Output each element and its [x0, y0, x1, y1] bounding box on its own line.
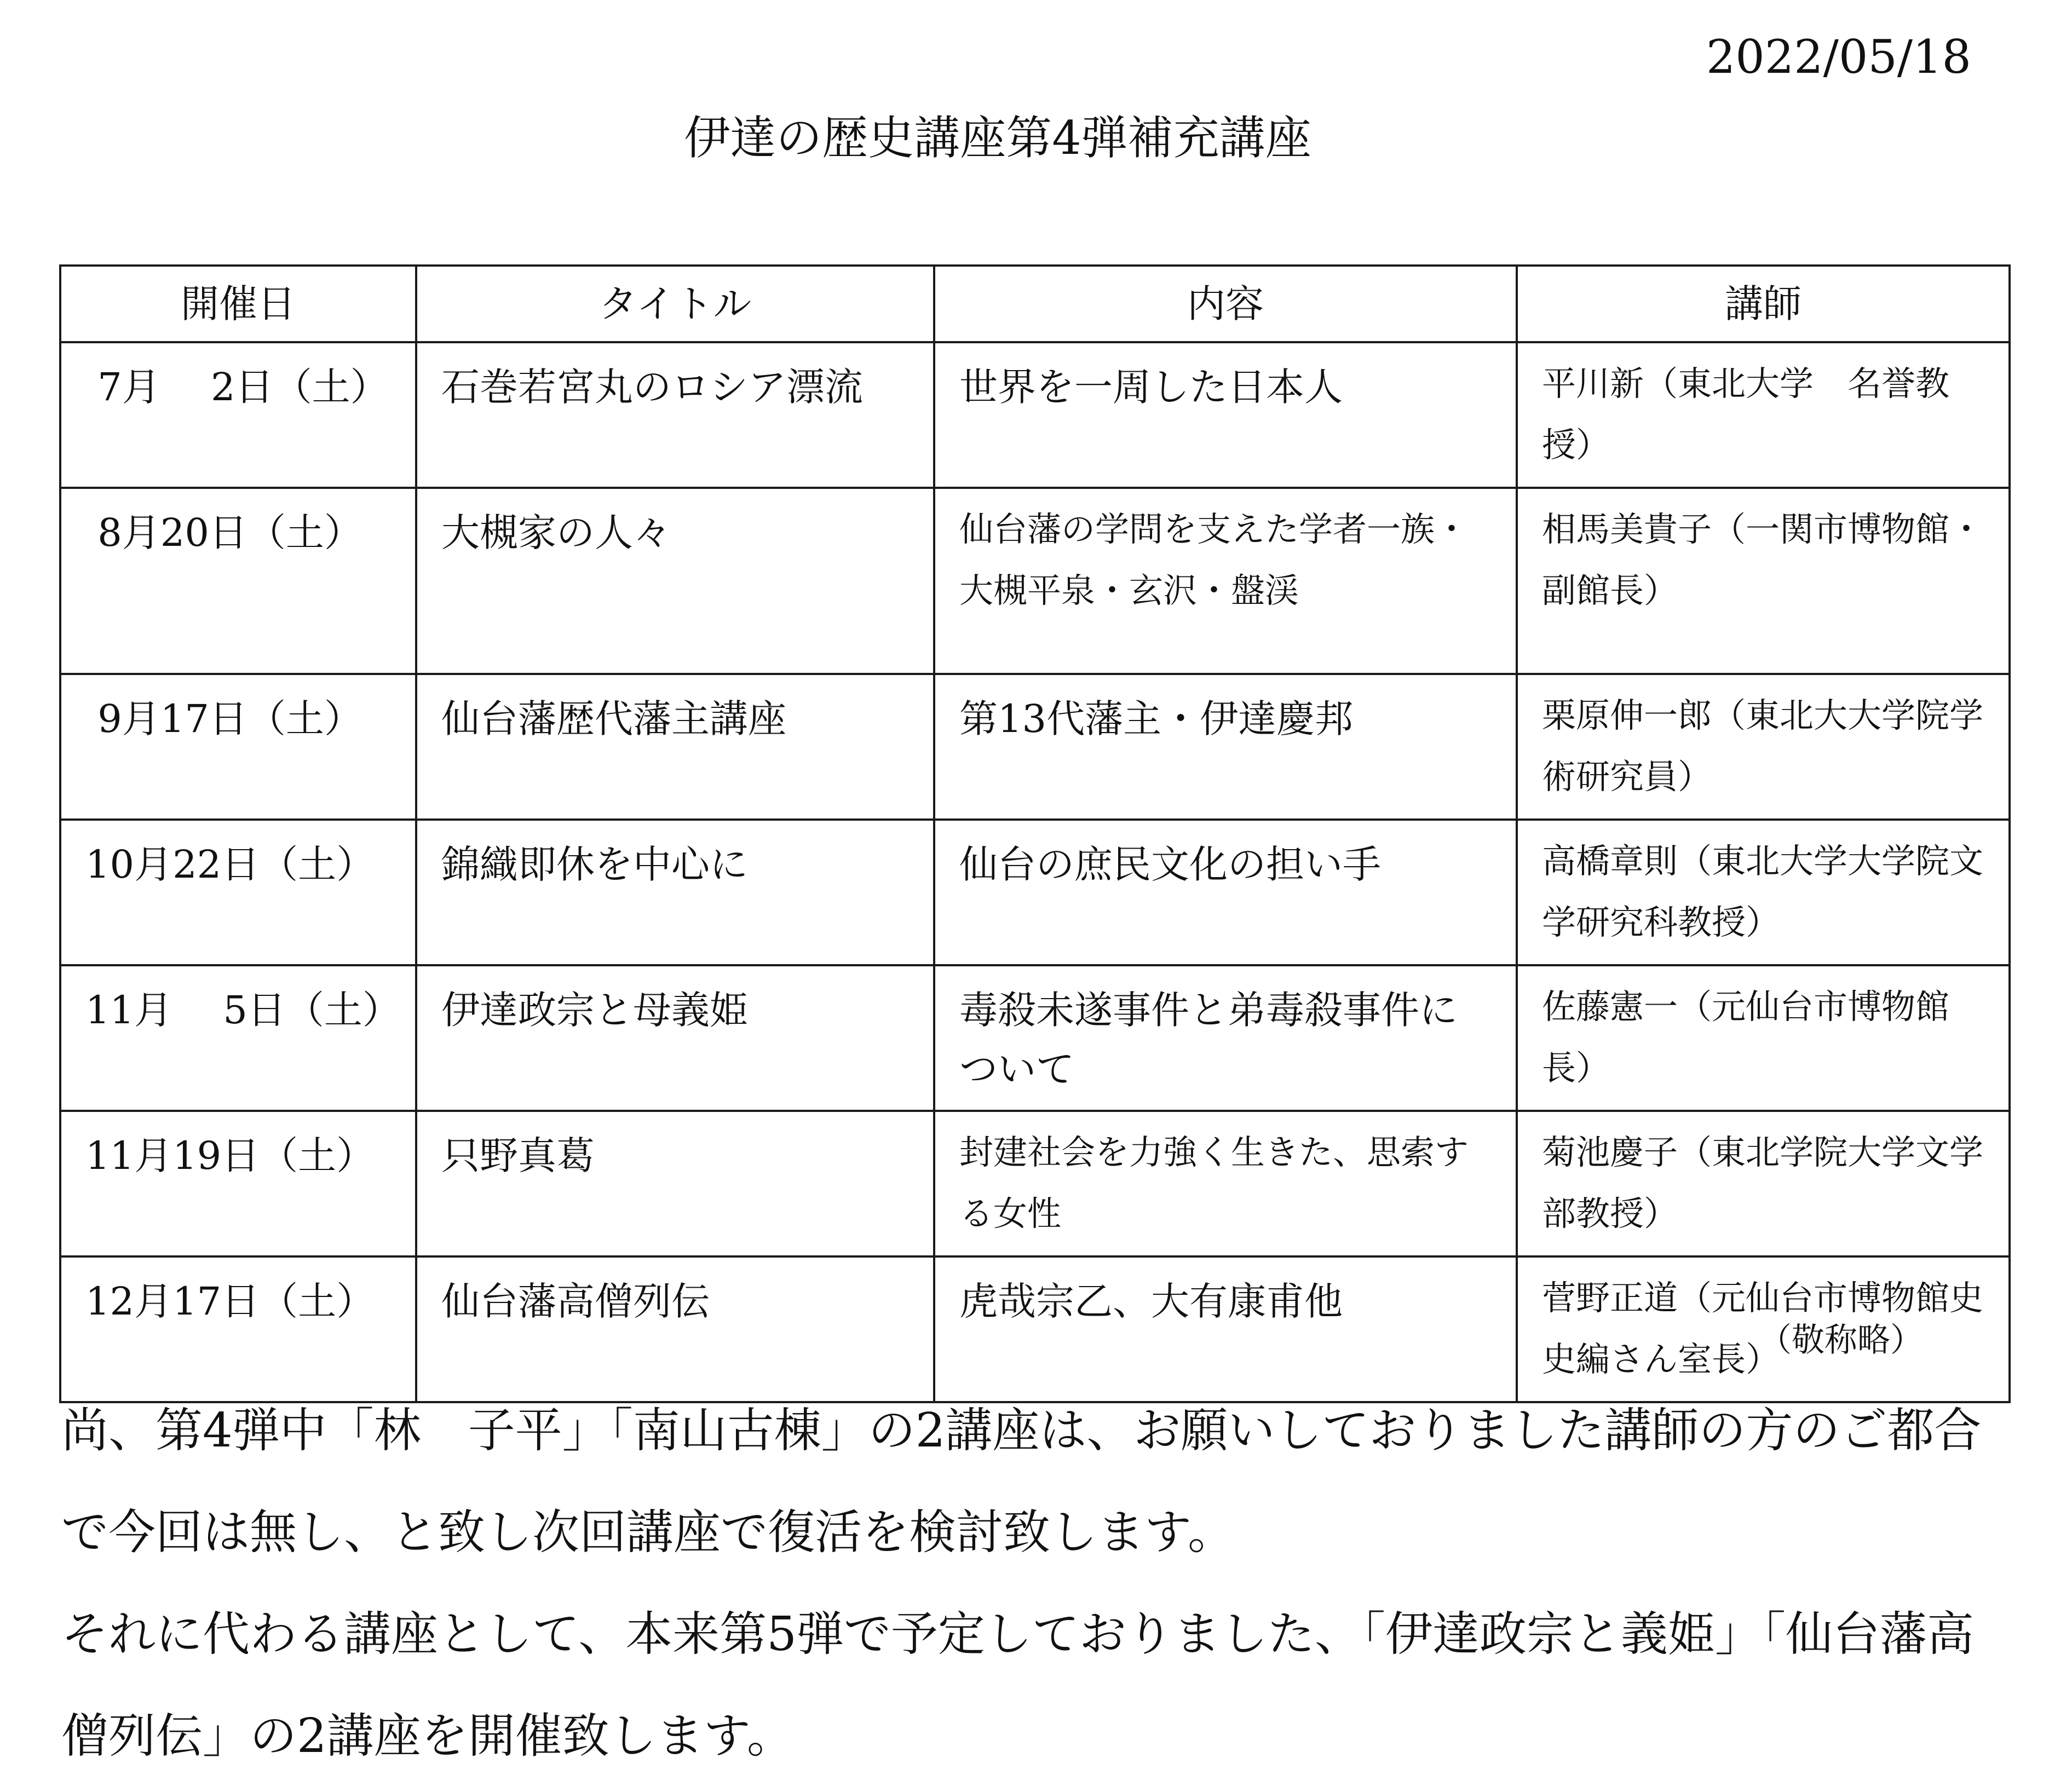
row-date: 7月 2日（土） — [60, 342, 416, 488]
table-row — [60, 674, 2010, 820]
lecture-schedule-table — [59, 264, 2011, 1403]
row-date: 10月22日（土） — [60, 820, 416, 965]
row-title: 仙台藩高僧列伝 — [416, 1256, 934, 1402]
row-content: 仙台の庶民文化の担い手 — [934, 820, 1517, 965]
header-title: タイトル — [416, 266, 934, 342]
document-title: 伊達の歴史講座第4弾補充講座 — [684, 111, 1311, 165]
document-date: 2022/05/18 — [1706, 30, 1971, 84]
row-title: 只野真葛 — [416, 1111, 934, 1256]
row-content: 毒殺未遂事件と弟毒殺事件について — [934, 965, 1517, 1111]
row-lecturer: 高橋章則（東北大学大学院文学研究科教授） — [1517, 820, 2010, 965]
row-date: 11月 5日（土） — [60, 965, 416, 1111]
announcement-paragraph: 尚、第4弾中「林 子平」「南山古棟」の2講座は、お願いしておりました講師の方のご都合で今回は無し、と致し次回講座で復活を検討致します。 — [61, 1403, 1982, 1560]
row-title: 伊達政宗と母義姫 — [416, 965, 934, 1111]
row-title: 石巻若宮丸のロシア漂流 — [416, 342, 934, 488]
row-content: 仙台藩の学問を支えた学者一族・ 大槻平泉・玄沢・盤渓 — [934, 488, 1517, 674]
header-date: 開催日 — [60, 266, 416, 342]
row-date: 11月19日（土） — [60, 1111, 416, 1256]
row-lecturer: 栗原伸一郎（東北大大学院学術研究員） — [1517, 674, 2010, 820]
honorifics-omitted-note: （敬称略） — [1759, 1321, 1923, 1359]
table-row — [60, 1111, 2010, 1256]
row-content: 世界を一周した日本人 — [934, 342, 1517, 488]
row-lecturer: 平川新（東北大学 名誉教授） — [1517, 342, 2010, 488]
row-lecturer: 菊池慶子（東北学院大学文学部教授） — [1517, 1111, 2010, 1256]
row-date: 8月20日（土） — [60, 488, 416, 674]
row-content: 虎哉宗乙、大有康甫他 — [934, 1256, 1517, 1402]
table-row — [60, 342, 2010, 488]
row-content: 第13代藩主・伊達慶邦 — [934, 674, 1517, 820]
announcement-paragraph: それに代わる講座として、本来第5弾で予定しておりました、「伊達政宗と義姫」「仙台藩高僧列伝」の2講座を開催致します。 — [61, 1607, 1974, 1763]
row-title: 錦織即休を中心に — [416, 820, 934, 965]
announcement-text — [61, 1380, 1989, 1787]
header-lecturer: 講師 — [1517, 266, 2010, 342]
row-lecturer: 佐藤憲一（元仙台市博物館長） — [1517, 965, 2010, 1111]
table-row — [60, 488, 2010, 674]
row-content: 封建社会を力強く生きた、思索する女性 — [934, 1111, 1517, 1256]
header-content: 内容 — [934, 266, 1517, 342]
row-lecturer: 相馬美貴子（一関市博物館・副館長） — [1517, 488, 2010, 674]
table-header-row — [60, 266, 2010, 342]
table-row — [60, 820, 2010, 965]
table-row — [60, 965, 2010, 1111]
row-lecturer: 菅野正道（元仙台市博物館史史編さん室長） — [1517, 1256, 2010, 1402]
row-title: 仙台藩歴代藩主講座 — [416, 674, 934, 820]
row-date: 9月17日（土） — [60, 674, 416, 820]
row-date: 12月17日（土） — [60, 1256, 416, 1402]
row-title: 大槻家の人々 — [416, 488, 934, 674]
